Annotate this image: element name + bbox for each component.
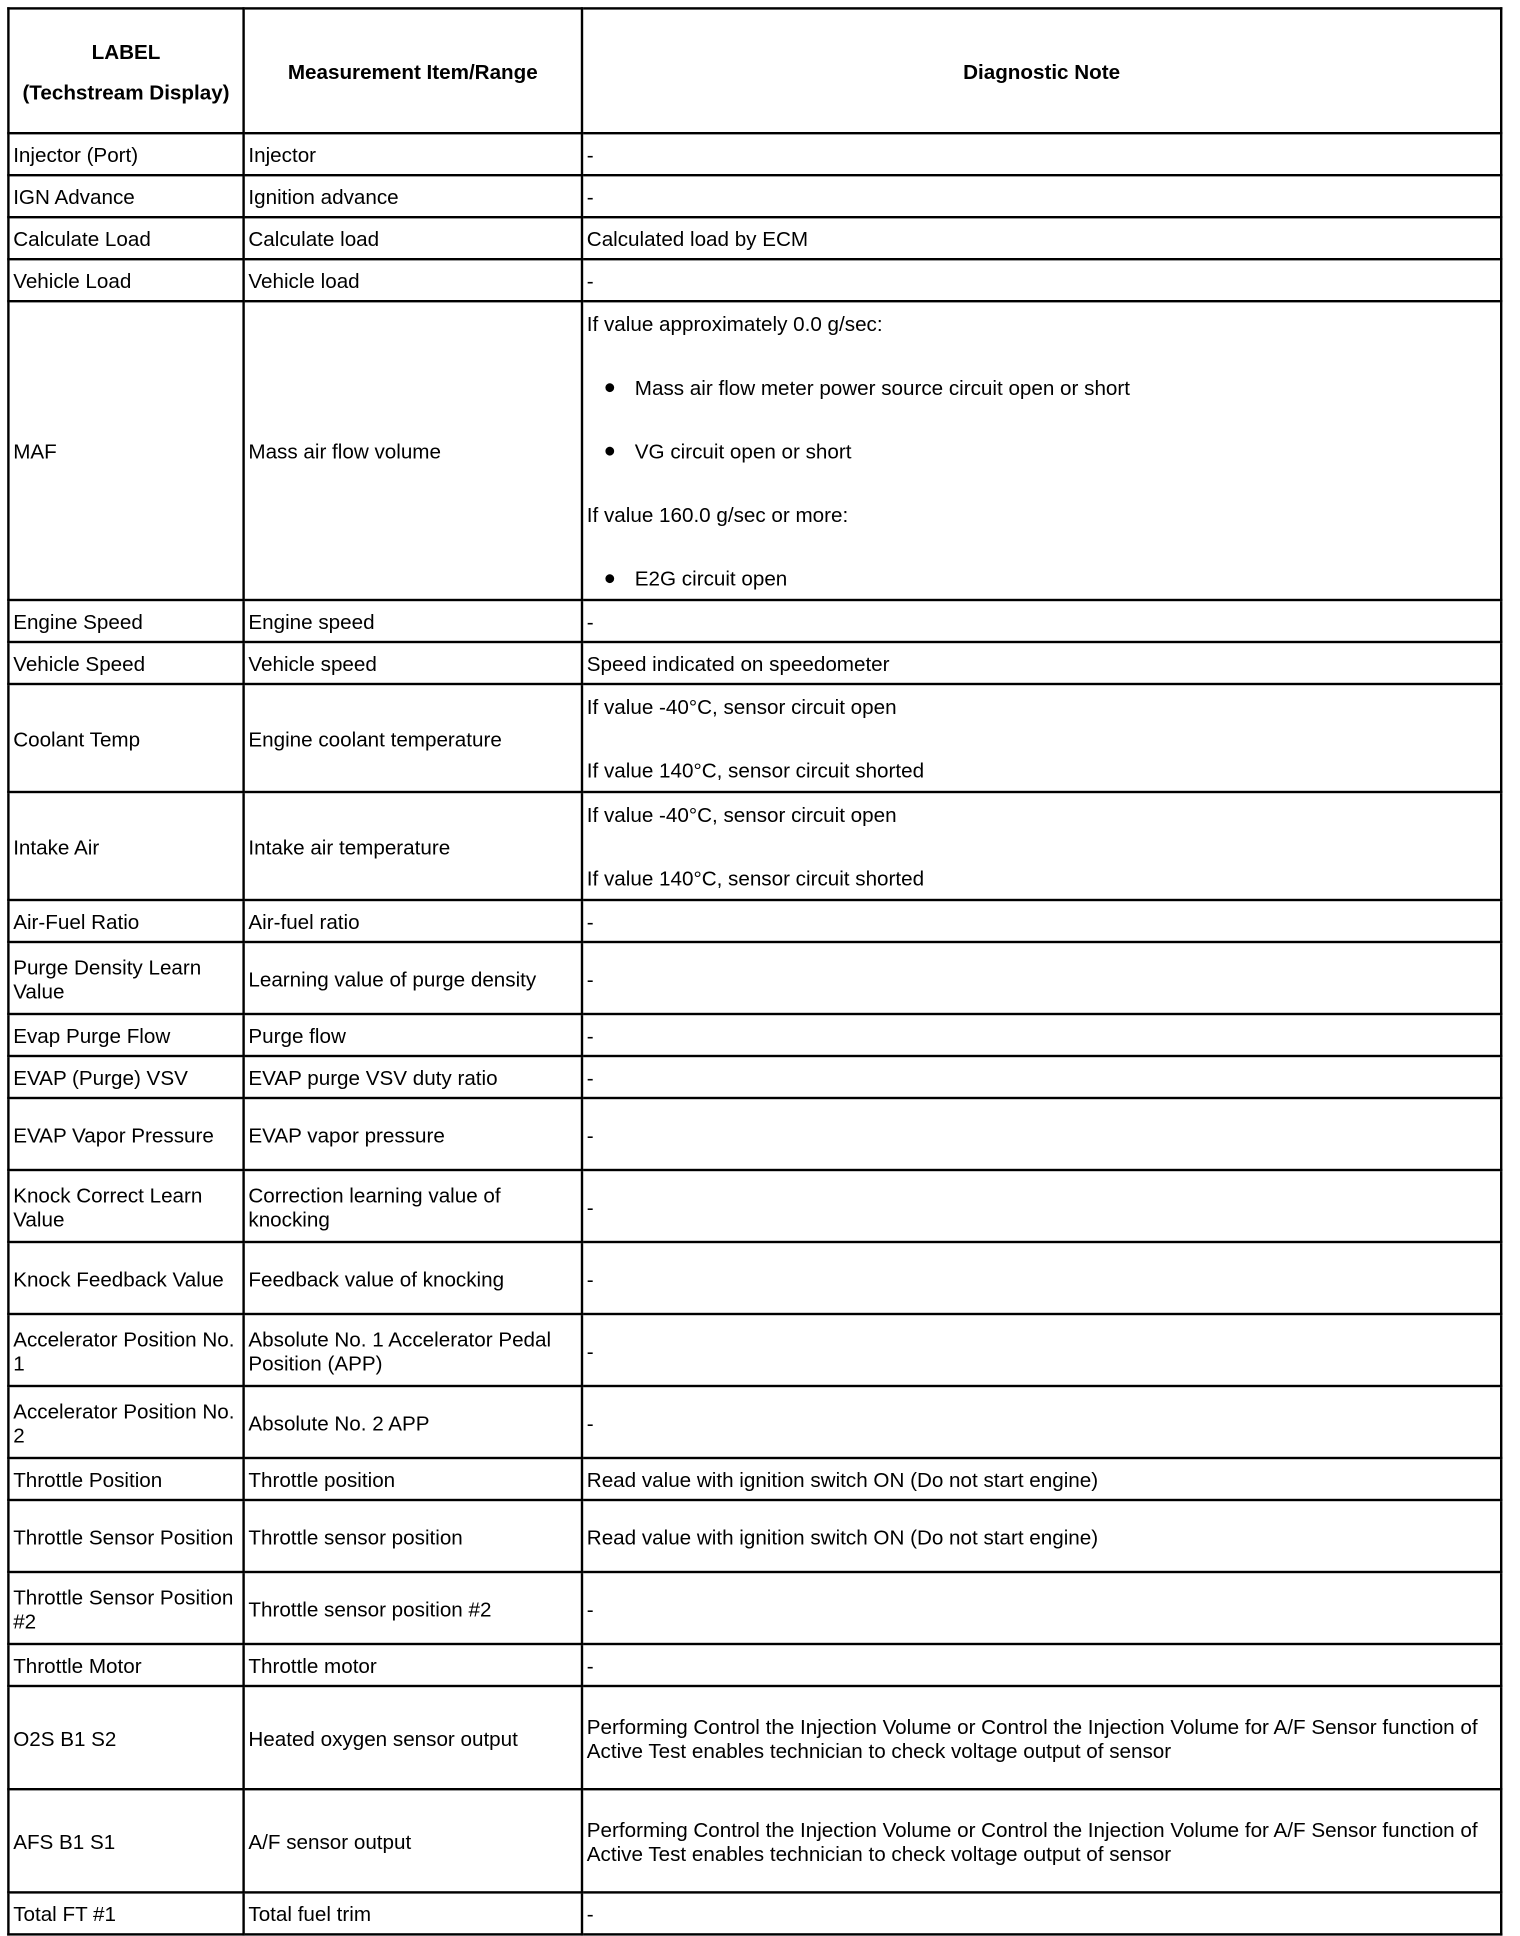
- header-diagnostic-note: Diagnostic Note: [582, 8, 1501, 133]
- header-row: [8, 8, 1501, 133]
- table-row: [8, 301, 1501, 600]
- cell-measurement: Engine coolant temperature: [244, 684, 582, 792]
- table-row: [8, 259, 1501, 301]
- cell-label: Vehicle Load: [8, 259, 243, 301]
- note-paragraph: If value approximately 0.0 g/sec:: [586, 312, 883, 336]
- cell-label: Total FT #1: [8, 1892, 243, 1934]
- cell-label: Throttle Position: [8, 1458, 243, 1500]
- cell-note: [582, 792, 1501, 900]
- table-row: [8, 642, 1501, 684]
- cell-note: Read value with ignition switch ON (Do not start engine): [582, 1500, 1501, 1572]
- table-row: [8, 1892, 1501, 1934]
- cell-note: -: [582, 1572, 1501, 1644]
- header-measurement: Measurement Item/Range: [244, 8, 582, 133]
- table-row: [8, 1458, 1501, 1500]
- cell-label: EVAP (Purge) VSV: [8, 1056, 243, 1098]
- cell-note: -: [582, 1242, 1501, 1314]
- cell-measurement: EVAP vapor pressure: [244, 1098, 582, 1170]
- table-row: [8, 1686, 1501, 1789]
- cell-label: Accelerator Position No. 2: [8, 1386, 243, 1458]
- note-bullet-item: [587, 376, 1497, 400]
- cell-measurement: Absolute No. 2 APP: [244, 1386, 582, 1458]
- bullet-icon: ●: [603, 566, 616, 590]
- cell-measurement: Learning value of purge density: [244, 942, 582, 1014]
- cell-measurement: Intake air temperature: [244, 792, 582, 900]
- cell-label: Coolant Temp: [8, 684, 243, 792]
- cell-note: -: [582, 900, 1501, 942]
- header-label-subtitle: (Techstream Display): [22, 79, 230, 104]
- cell-note: Speed indicated on speedometer: [582, 642, 1501, 684]
- table-row: [8, 900, 1501, 942]
- cell-measurement: Throttle position: [244, 1458, 582, 1500]
- cell-label: Injector (Port): [8, 133, 243, 175]
- note-bullet-text: Mass air flow meter power source circuit open or short: [634, 375, 1130, 400]
- cell-note: Performing Control the Injection Volume or Control the Injection Volume for A/F Sensor function of Active Test enables technician to check voltage output of sensor: [582, 1686, 1501, 1789]
- cell-measurement: Purge flow: [244, 1014, 582, 1056]
- note-line: If value 140°C, sensor circuit shorted: [586, 866, 925, 891]
- cell-label: Engine Speed: [8, 600, 243, 642]
- note-bullet-text: VG circuit open or short: [634, 439, 852, 464]
- table-row: [8, 1789, 1501, 1892]
- cell-note: -: [582, 1386, 1501, 1458]
- table-row: [8, 1314, 1501, 1386]
- cell-note: -: [582, 1892, 1501, 1934]
- cell-note: -: [582, 1056, 1501, 1098]
- cell-measurement: Throttle motor: [244, 1644, 582, 1686]
- cell-note: -: [582, 1098, 1501, 1170]
- table-row: [8, 792, 1501, 900]
- cell-label: Purge Density Learn Value: [8, 942, 243, 1014]
- table-row: [8, 1500, 1501, 1572]
- cell-note: -: [582, 259, 1501, 301]
- cell-measurement: Ignition advance: [244, 175, 582, 217]
- cell-note: -: [582, 1014, 1501, 1056]
- note-bullet-item: [587, 566, 1497, 590]
- note-line: If value 140°C, sensor circuit shorted: [586, 758, 925, 783]
- cell-note: Performing Control the Injection Volume or Control the Injection Volume for A/F Sensor function of Active Test enables technician to check voltage output of sensor: [582, 1789, 1501, 1892]
- table-row: [8, 1056, 1501, 1098]
- cell-measurement: Air-fuel ratio: [244, 900, 582, 942]
- header-label: [8, 8, 243, 133]
- cell-label: AFS B1 S1: [8, 1789, 243, 1892]
- cell-measurement: Mass air flow volume: [244, 301, 582, 600]
- cell-measurement: Throttle sensor position: [244, 1500, 582, 1572]
- table-row: [8, 942, 1501, 1014]
- cell-measurement: Correction learning value of knocking: [244, 1170, 582, 1242]
- cell-measurement: Absolute No. 1 Accelerator Pedal Position (APP): [244, 1314, 582, 1386]
- cell-measurement: Injector: [244, 133, 582, 175]
- cell-note: -: [582, 1170, 1501, 1242]
- cell-measurement: Feedback value of knocking: [244, 1242, 582, 1314]
- cell-label: Calculate Load: [8, 217, 243, 259]
- cell-label: Evap Purge Flow: [8, 1014, 243, 1056]
- table-row: [8, 684, 1501, 792]
- cell-label: Throttle Sensor Position: [8, 1500, 243, 1572]
- diagnostic-data-table: [7, 7, 1502, 1935]
- table-row: [8, 1572, 1501, 1644]
- table-row: [8, 1014, 1501, 1056]
- table-row: [8, 600, 1501, 642]
- cell-note: [582, 301, 1501, 600]
- cell-note: Read value with ignition switch ON (Do not start engine): [582, 1458, 1501, 1500]
- table-row: [8, 175, 1501, 217]
- cell-note: -: [582, 1644, 1501, 1686]
- cell-measurement: Calculate load: [244, 217, 582, 259]
- cell-label: Intake Air: [8, 792, 243, 900]
- cell-measurement: Total fuel trim: [244, 1892, 582, 1934]
- table-row: [8, 1098, 1501, 1170]
- cell-label: EVAP Vapor Pressure: [8, 1098, 243, 1170]
- cell-measurement: EVAP purge VSV duty ratio: [244, 1056, 582, 1098]
- cell-measurement: Vehicle load: [244, 259, 582, 301]
- cell-label: Knock Feedback Value: [8, 1242, 243, 1314]
- cell-label: Accelerator Position No. 1: [8, 1314, 243, 1386]
- cell-note: -: [582, 175, 1501, 217]
- cell-measurement: Throttle sensor position #2: [244, 1572, 582, 1644]
- cell-label: Throttle Sensor Position #2: [8, 1572, 243, 1644]
- cell-note: -: [582, 133, 1501, 175]
- bullet-icon: ●: [603, 439, 616, 463]
- cell-label: IGN Advance: [8, 175, 243, 217]
- table-row: [8, 133, 1501, 175]
- cell-note: -: [582, 600, 1501, 642]
- cell-note: Calculated load by ECM: [582, 217, 1501, 259]
- note-line: If value -40°C, sensor circuit open: [586, 802, 897, 827]
- cell-measurement: Engine speed: [244, 600, 582, 642]
- cell-label: Air-Fuel Ratio: [8, 900, 243, 942]
- note-bullet-text: E2G circuit open: [634, 566, 788, 591]
- note-bullet-item: [587, 439, 1497, 463]
- cell-measurement: A/F sensor output: [244, 1789, 582, 1892]
- header-label-title: LABEL: [91, 39, 161, 64]
- cell-note: -: [582, 1314, 1501, 1386]
- note-paragraph: If value 160.0 g/sec or more:: [586, 502, 849, 527]
- cell-label: O2S B1 S2: [8, 1686, 243, 1789]
- cell-label: Vehicle Speed: [8, 642, 243, 684]
- table-row: [8, 217, 1501, 259]
- table-row: [8, 1170, 1501, 1242]
- table-row: [8, 1386, 1501, 1458]
- cell-label: Throttle Motor: [8, 1644, 243, 1686]
- cell-label: MAF: [8, 301, 243, 600]
- table-row: [8, 1242, 1501, 1314]
- cell-label: Knock Correct Learn Value: [8, 1170, 243, 1242]
- cell-note: -: [582, 942, 1501, 1014]
- bullet-icon: ●: [603, 375, 616, 399]
- cell-measurement: Vehicle speed: [244, 642, 582, 684]
- note-line: If value -40°C, sensor circuit open: [586, 694, 897, 719]
- table-row: [8, 1644, 1501, 1686]
- cell-measurement: Heated oxygen sensor output: [244, 1686, 582, 1789]
- cell-note: [582, 684, 1501, 792]
